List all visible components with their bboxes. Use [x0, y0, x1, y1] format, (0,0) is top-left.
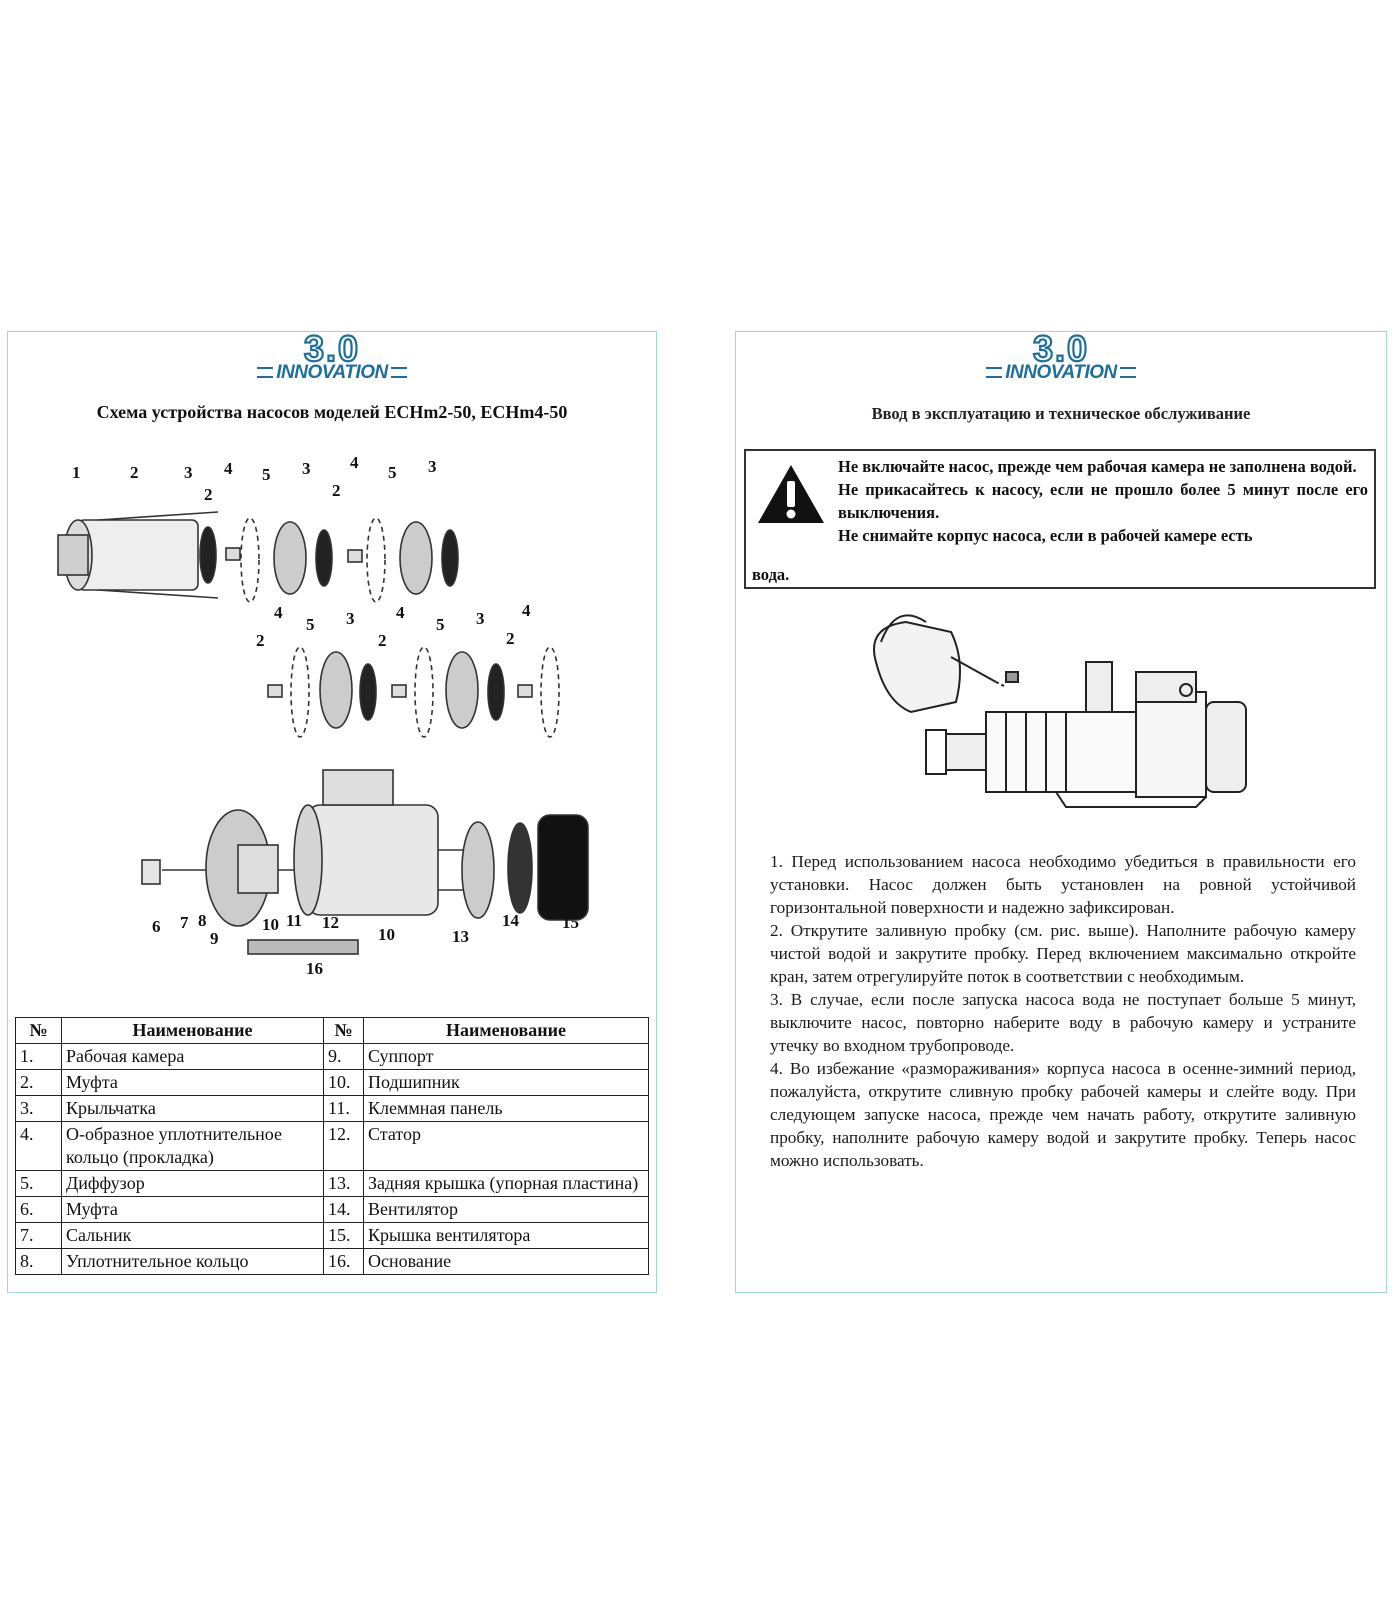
- cell: 1.: [16, 1044, 62, 1070]
- cell: 13.: [324, 1171, 364, 1197]
- table-row: [16, 1096, 649, 1122]
- o-ring-shape: [241, 518, 259, 602]
- o-ring-shape: [415, 647, 433, 737]
- cell: Вентилятор: [364, 1197, 649, 1223]
- brand-logo: [232, 332, 432, 390]
- cell: 16.: [324, 1249, 364, 1275]
- callout: 5: [306, 615, 315, 634]
- o-ring-shape: [367, 518, 385, 602]
- cell: Крыльчатка: [62, 1096, 324, 1122]
- pump-chamber-drawing: [58, 512, 218, 598]
- cell: Муфта: [62, 1070, 324, 1096]
- cell: Рабочая камера: [62, 1044, 324, 1070]
- diffuser-shape: [274, 522, 306, 594]
- cell: 12.: [324, 1122, 364, 1171]
- callout: 2: [256, 631, 265, 650]
- table-header-row: [16, 1018, 649, 1044]
- cell: Суппорт: [364, 1044, 649, 1070]
- callout: 10: [378, 925, 395, 944]
- header-num: №: [324, 1018, 364, 1044]
- coupling-shape: [392, 685, 406, 697]
- callout: 2: [506, 629, 515, 648]
- coupling-shape: [226, 548, 240, 560]
- callout: 5: [436, 615, 445, 634]
- warning-box: [744, 449, 1376, 589]
- logo-mark: 3.0: [1032, 332, 1090, 366]
- callout: 12: [322, 913, 339, 932]
- warning-icon: [756, 463, 826, 525]
- callout: 4: [396, 603, 405, 622]
- cell: Сальник: [62, 1223, 324, 1249]
- cell: О-образное уплотнительное кольцо (прокладка): [62, 1122, 324, 1171]
- logo-word: INNOVATION: [961, 362, 1161, 384]
- callout: 10: [262, 915, 279, 934]
- cell: 6.: [16, 1197, 62, 1223]
- cell: Основание: [364, 1249, 649, 1275]
- exploded-view-diagram: [38, 450, 638, 990]
- table-row: [16, 1171, 649, 1197]
- cell: Клеммная панель: [364, 1096, 649, 1122]
- cell: 10.: [324, 1070, 364, 1096]
- instructions: [770, 850, 1356, 1172]
- coupling-shape: [518, 685, 532, 697]
- instruction-paragraph: 2. Открутите заливную пробку (см. рис. выше). Наполните рабочую камеру чистой водой и закрутите пробку. Перед включением максимально откройте кран, затем отрегулируйте поток в соответствии с необходимым.: [770, 921, 1356, 986]
- callout: 15: [562, 913, 579, 932]
- cell: Муфта: [62, 1197, 324, 1223]
- callout: 4: [522, 601, 531, 620]
- pump-filling-illustration: [856, 602, 1256, 832]
- left-page: [7, 331, 657, 1293]
- diffuser-shape: [446, 652, 478, 728]
- callout: 11: [286, 911, 303, 930]
- table-row: [16, 1249, 649, 1275]
- warning-text: [838, 455, 1368, 547]
- callout: 9: [210, 929, 219, 948]
- impeller-shape: [316, 530, 332, 586]
- cell: 15.: [324, 1223, 364, 1249]
- table-row: [16, 1197, 649, 1223]
- page-title: Ввод в эксплуатацию и техническое обслуживание: [871, 404, 1251, 423]
- diffuser-shape: [320, 652, 352, 728]
- table-row: [16, 1122, 649, 1171]
- instruction-paragraph: 3. В случае, если после запуска насоса вода не поступает больше 5 минут, выключите насос, повторно наберите воду в рабочую камеру и устраните утечку во входном трубопроводе.: [770, 990, 1356, 1055]
- impeller-shape: [200, 527, 216, 583]
- watering-can-drawing: [874, 615, 1006, 712]
- fan-shape: [508, 823, 532, 913]
- impeller-shape: [488, 664, 504, 720]
- impeller-shape: [442, 530, 458, 586]
- cell: 5.: [16, 1171, 62, 1197]
- table-row: [16, 1044, 649, 1070]
- callout: 6: [152, 917, 161, 936]
- instruction-paragraph: 4. Во избежание «размораживания» корпуса насоса в осенне-зимний период, пожалуйста, открутите сливную пробку рабочей камеры и слейте воду. При следующем запуске насоса, прежде чем начать работу, открутите заливную пробку, наполните рабочую камеру водой и закрутите пробку. Теперь насос можно использовать.: [770, 1059, 1356, 1170]
- header-name: Наименование: [62, 1018, 324, 1044]
- callout: 1: [72, 463, 81, 482]
- callout: 4: [224, 459, 233, 478]
- cell: 8.: [16, 1249, 62, 1275]
- cell: Крышка вентилятора: [364, 1223, 649, 1249]
- coupling-shape: [348, 550, 362, 562]
- cell: 14.: [324, 1197, 364, 1223]
- cell: 3.: [16, 1096, 62, 1122]
- logo-mark: 3.0: [303, 332, 361, 366]
- cell: Задняя крышка (упорная пластина): [364, 1171, 649, 1197]
- callout: 2: [332, 481, 341, 500]
- base-shape: [248, 940, 358, 954]
- cell: Диффузор: [62, 1171, 324, 1197]
- cell: Статор: [364, 1122, 649, 1171]
- parts-table: [15, 1017, 649, 1275]
- callout: 14: [502, 911, 519, 930]
- right-page: [735, 331, 1387, 1293]
- instruction-paragraph: 1. Перед использованием насоса необходимо убедиться в правильности его установки. Насос должен быть установлен на ровной устойчивой горизонтальной поверхности и надежно зафиксирован.: [770, 852, 1356, 917]
- callout: 4: [350, 453, 359, 472]
- table-row: [16, 1070, 649, 1096]
- callout: 3: [476, 609, 485, 628]
- header-name: Наименование: [364, 1018, 649, 1044]
- cell: Подшипник: [364, 1070, 649, 1096]
- warning-line: Не включайте насос, прежде чем рабочая камера не заполнена водой.: [838, 457, 1357, 476]
- brand-logo: [961, 332, 1161, 390]
- fan-cover-shape: [538, 815, 588, 920]
- cell: 2.: [16, 1070, 62, 1096]
- callout: 3: [346, 609, 355, 628]
- seal-shape: [142, 860, 160, 884]
- table-row: [16, 1223, 649, 1249]
- logo-word: INNOVATION: [232, 362, 432, 384]
- coupling-shape: [268, 685, 282, 697]
- callout: 2: [204, 485, 213, 504]
- filling-plug-shape: [1006, 672, 1018, 682]
- pump-drawing: [926, 662, 1246, 807]
- callout: 5: [388, 463, 397, 482]
- cell: 11.: [324, 1096, 364, 1122]
- callout: 7: [180, 913, 189, 932]
- diffuser-shape: [400, 522, 432, 594]
- callout: 3: [428, 457, 437, 476]
- callout: 16: [306, 959, 323, 978]
- back-cover-shape: [462, 822, 494, 918]
- callout: 3: [184, 463, 193, 482]
- o-ring-shape: [291, 647, 309, 737]
- header-num: №: [16, 1018, 62, 1044]
- callout: 2: [130, 463, 139, 482]
- warning-tail: вода.: [752, 565, 790, 584]
- callout: 3: [302, 459, 311, 478]
- cell: 7.: [16, 1223, 62, 1249]
- callout: 4: [274, 603, 283, 622]
- stator-drawing: [294, 770, 438, 915]
- callout: 2: [378, 631, 387, 650]
- impeller-shape: [360, 664, 376, 720]
- callout: 8: [198, 911, 207, 930]
- warning-line: Не снимайте корпус насоса, если в рабочей камере есть: [838, 526, 1253, 545]
- page-title: Схема устройства насосов моделей ECHm2-50, ECHm4-50: [96, 402, 568, 422]
- callout: 13: [452, 927, 469, 946]
- cell: 4.: [16, 1122, 62, 1171]
- warning-line: Не прикасайтесь к насосу, если не прошло более 5 минут после его выключения.: [838, 480, 1368, 522]
- cell: Уплотнительное кольцо: [62, 1249, 324, 1275]
- o-ring-shape: [541, 647, 559, 737]
- cell: 9.: [324, 1044, 364, 1070]
- callout: 5: [262, 465, 271, 484]
